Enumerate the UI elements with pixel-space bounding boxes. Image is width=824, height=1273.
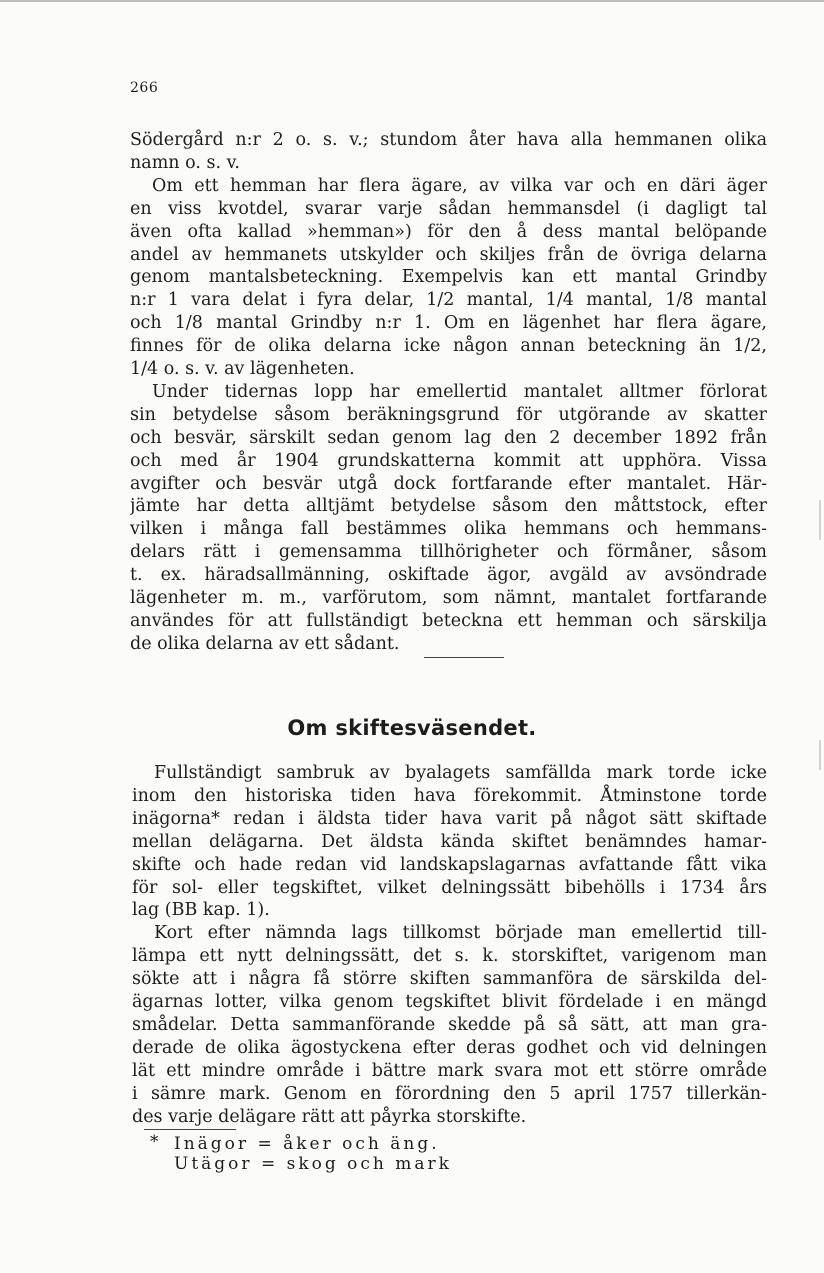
text-line: namn o. s. v.	[130, 152, 240, 173]
text-line: Under tidernas lopp har emellertid mantalet alltmer förlorat	[152, 381, 767, 402]
text-line: användes för att fullständigt beteckna ett hemman och särskilja	[130, 610, 767, 631]
text-line: sökte att i några få större skiften sammanföra de särskilda del-	[132, 969, 767, 990]
footnote-line: Inägor = åker och äng.	[174, 1134, 440, 1154]
text-line: Fullständigt sambruk av byalagets samfällda mark torde icke	[154, 763, 767, 783]
text-line: inom den historiska tiden hava förekommit. Åtminstone torde	[132, 785, 767, 806]
text-line: 1/4 o. s. v. av lägenheten.	[130, 359, 355, 379]
text-line: t. ex. häradsallmänning, oskiftade ägor, avgäld av avsöndrade	[130, 565, 767, 586]
footnote-marker: *	[150, 1132, 159, 1152]
text-line: de olika delarna av ett sådant.	[130, 633, 400, 654]
text-line: Södergård n:r 2 o. s. v.; stundom åter hava alla hemmanen olika	[130, 130, 767, 150]
text-line: och 1/8 mantal Grindby n:r 1. Om en lägenhet har flera ägare,	[130, 313, 767, 334]
text-line: derade de olika ägostyckena efter deras godhet och vid delningen	[132, 1037, 767, 1058]
text-line: n:r 1 vara delat i fyra delar, 1/2 mantal, 1/4 mantal, 1/8 mantal	[130, 290, 767, 311]
footnote-rule	[144, 1129, 236, 1130]
text-line: finnes för de olika delarna icke någon annan beteckning än 1/2,	[130, 336, 767, 357]
text-line: jämte har detta alltjämt betydelse såsom den måttstock, efter	[130, 496, 767, 517]
text-line: och med år 1904 grundskatterna kommit att upphöra. Vissa	[130, 450, 767, 471]
text-line: lämpa ett nytt delningssätt, det s. k. storskiftet, varigenom man	[132, 946, 767, 967]
text-line: skifte och hade redan vid landskapslagarnas avfattande fått vika	[132, 854, 767, 875]
text-line: Om ett hemman har flera ägare, av vilka var och en däri äger	[152, 175, 767, 196]
text-line: lägenheter m. m., varförutom, som nämnt, mantalet fortfarande	[130, 588, 767, 608]
text-line: inägorna* redan i äldsta tider hava varit på något sätt skiftade	[132, 808, 767, 829]
section-heading: Om skiftesväsendet.	[287, 716, 537, 740]
text-line: i sämre mark. Genom en förordning den 5 april 1757 tillerkän-	[132, 1083, 767, 1104]
text-line: lät ett mindre område i bättre mark svara mot ett större område	[132, 1060, 767, 1081]
text-line: för sol- eller tegskiftet, vilket delningssätt bibehölls i 1734 års	[132, 877, 767, 898]
text-line: även ofta kallad »hemman») för den å dess mantal belöpande	[130, 221, 767, 242]
scan-top-border	[0, 0, 824, 2]
text-line: och besvär, särskilt sedan genom lag den 2 december 1892 från	[130, 427, 767, 448]
text-line: des varje delägare rätt att påyrka storskifte.	[132, 1106, 527, 1127]
footnote-line: Utägor = skog och mark	[174, 1154, 452, 1174]
text-line: sin betydelse såsom beräkningsgrund för utgörande av skatter	[130, 404, 767, 425]
text-line: avgifter och besvär utgå dock fortfarande efter mantalet. Här-	[130, 473, 767, 494]
text-line: genom mantalsbeteckning. Exempelvis kan ett mantal Grindby	[130, 267, 767, 288]
section-separator	[424, 657, 504, 658]
text-line: lag (BB kap. 1).	[132, 900, 270, 921]
text-line: mellan delägarna. Det äldsta kända skiftet benämndes hamar-	[132, 831, 767, 852]
text-line: Kort efter nämnda lags tillkomst började man emellertid till-	[154, 923, 767, 944]
scan-edge-mark	[819, 500, 821, 540]
page-number: 266	[130, 80, 159, 96]
text-line: vilken i många fall bestämmes olika hemmans och hemmans-	[130, 519, 767, 540]
text-line: ägarnas lotter, vilka genom tegskiftet blivit fördelade i en mängd	[132, 992, 767, 1012]
text-line: en viss kvotdel, svarar varje sådan hemmansdel (i dagligt tal	[130, 198, 767, 219]
text-line: andel av hemmanets utskylder och skiljes från de övriga delarna	[130, 244, 767, 265]
scan-edge-mark	[819, 740, 821, 770]
text-line: delars rätt i gemensamma tillhörigheter och förmåner, såsom	[130, 542, 767, 563]
text-line: smådelar. Detta sammanförande skedde på så sätt, att man gra-	[132, 1014, 767, 1035]
